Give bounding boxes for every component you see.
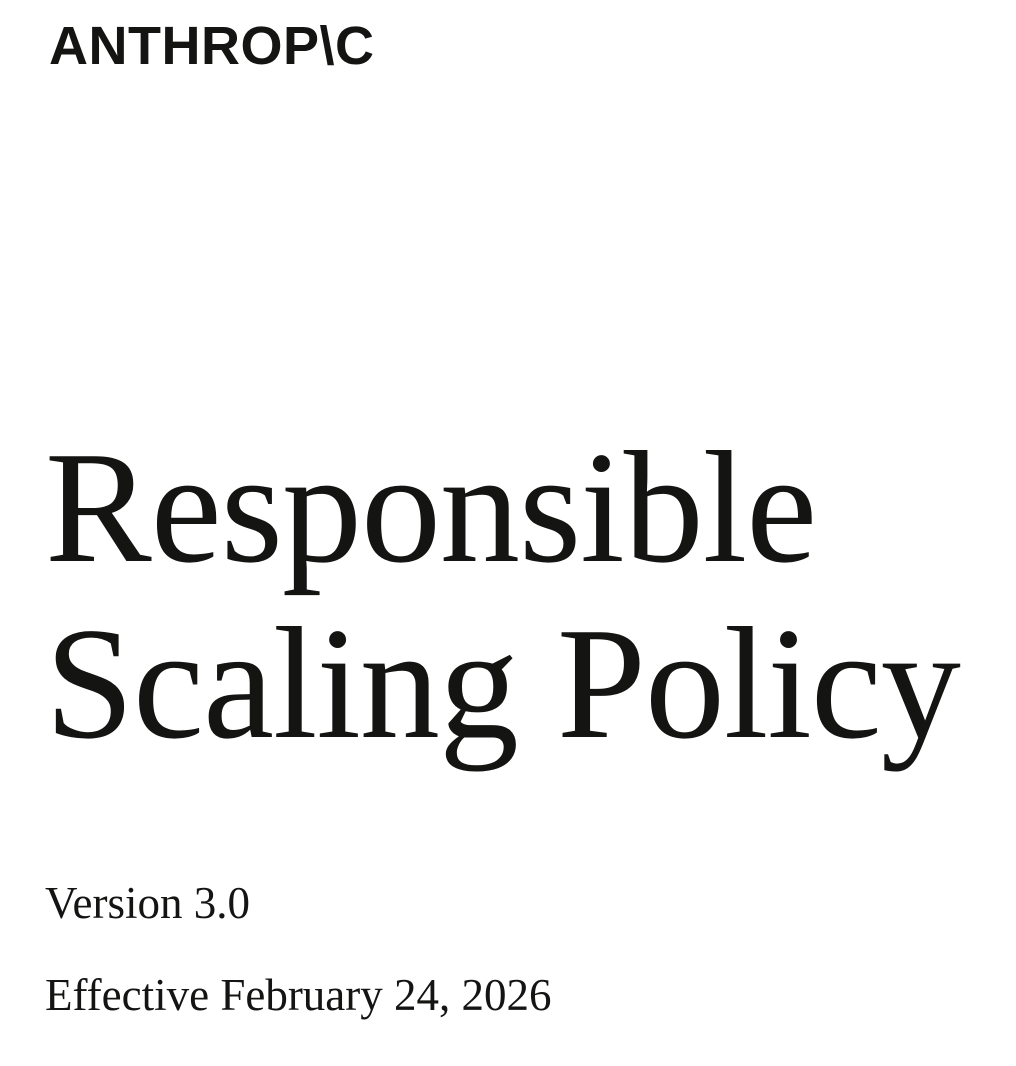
document-title-line-2: Scaling Policy [45, 593, 960, 772]
version-label: Version 3.0 [45, 877, 250, 928]
page-header [45, 14, 1008, 79]
document-title-line-1: Responsible [45, 417, 817, 596]
effective-date-label: Effective February 24, 2026 [45, 969, 552, 1020]
cover-content [45, 419, 1008, 1022]
anthropic-logo: ANTHROP\C [49, 16, 375, 76]
document-title [45, 419, 1008, 771]
